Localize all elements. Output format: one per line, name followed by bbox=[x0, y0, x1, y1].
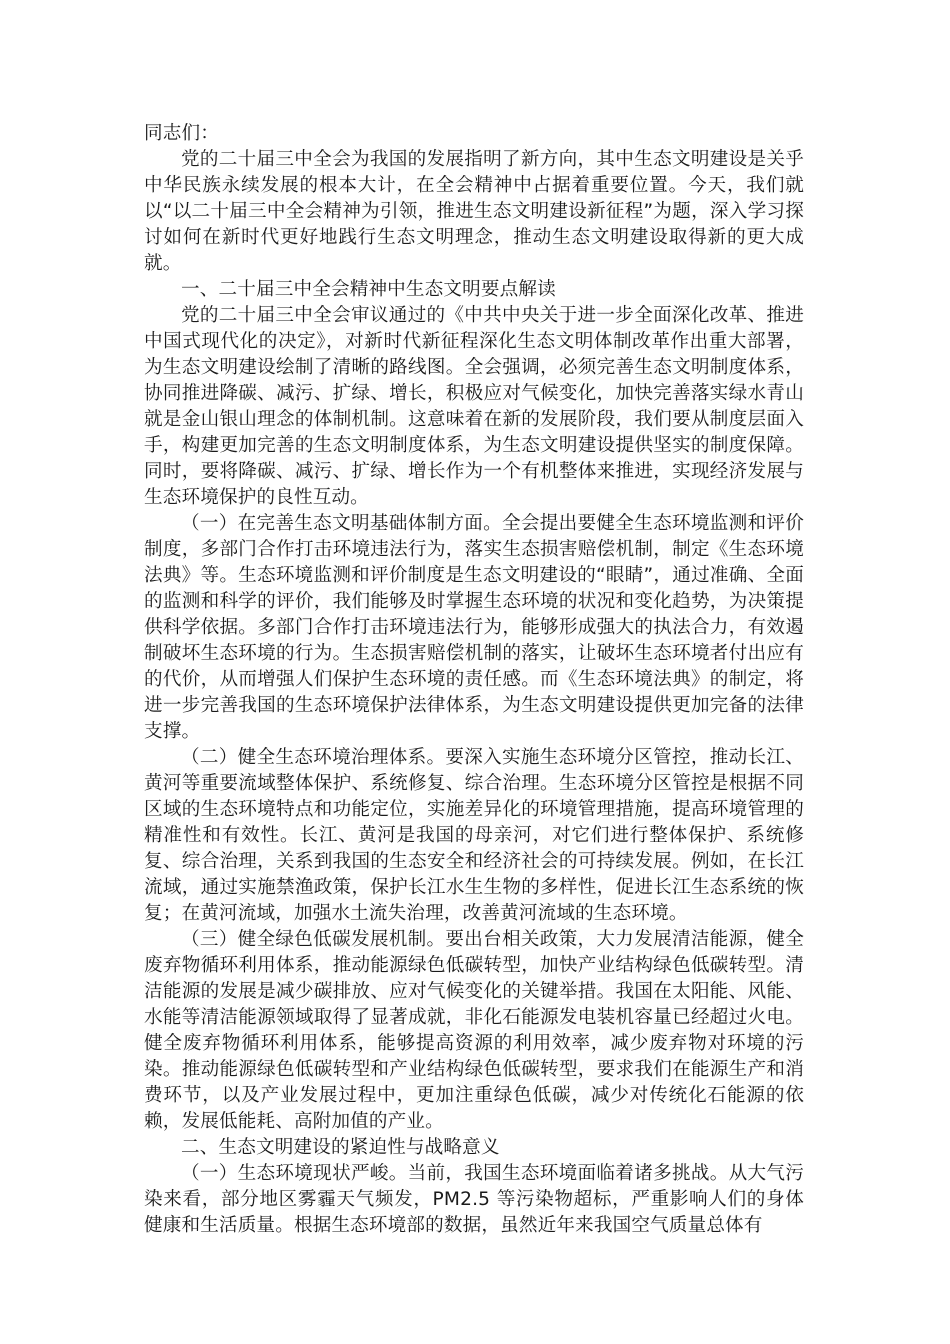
paragraph: （一）在完善生态文明基础体制方面。全会提出要健全生态环境监测和评价制度，多部门合作打击环境违法行为，落实生态损害赔偿机制，制定《生态环境法典》等。生态环境监测和评价制度是生态文明建设的“眼睛”，通过准确、全面的监测和科学的评价，我们能够及时掌握生态环境的状况和变化趋势，为决策提供科学依据。多部门合作打击环境违法行为，能够形成强大的执法合力，有效遏制破坏生态环境的行为。生态损害赔偿机制的落实，让破坏生态环境者付出应有的代价，从而增强人们保护生态环境的责任感。而《生态环境法典》的制定，将进一步完善我国的生态环境保护法律体系，为生态文明建设提供更加完备的法律支撑。 bbox=[144, 513, 804, 742]
section-heading-1: 一、二十届三中全会精神中生态文明要点解读 bbox=[181, 279, 556, 300]
paragraph: （三）健全绿色低碳发展机制。要出台相关政策，大力发展清洁能源，健全废弃物循环利用体系，推动能源绿色低碳转型，加快产业结构绿色低碳转型。清洁能源的发展是减少碳排放、应对气候变化的关键举措。我国在太阳能、风能、水能等清洁能源领域取得了显著成就，非化石能源发电装机容量已经超过火电。健全废弃物循环利用体系，能够提高资源的利用效率，减少废弃物对环境的污染。推动能源绿色低碳转型和产业结构绿色低碳转型，要求我们在能源生产和消费环节，以及产业发展过程中，更加注重绿色低碳，减少对传统化石能源的依赖，发展低能耗、高附加值的产业。 bbox=[144, 929, 804, 1132]
section-heading-2: 二、生态文明建设的紧迫性与战略意义 bbox=[181, 1137, 500, 1158]
paragraph: （二）健全生态环境治理体系。要深入实施生态环境分区管控，推动长江、黄河等重要流域整体保护、系统修复、综合治理。生态环境分区管控是根据不同区域的生态环境特点和功能定位，实施差异化的环境管理措施，提高环境管理的精准性和有效性。长江、黄河是我国的母亲河，对它们进行整体保护、系统修复、综合治理，关系到我国的生态安全和经济社会的可持续发展。例如，在长江流域，通过实施禁渔政策，保护长江水生生物的多样性，促进长江生态系统的恢复；在黄河流域，加强水土流失治理，改善黄河流域的生态环境。 bbox=[144, 747, 804, 924]
document-body bbox=[144, 121, 804, 1239]
paragraph-intro: 党的二十届三中全会为我国的发展指明了新方向，其中生态文明建设是关乎中华民族永续发展的根本大计，在全会精神中占据着重要位置。今天，我们就以“以二十届三中全会精神为引领，推进生态文明建设新征程”为题，深入学习探讨如何在新时代更好地践行生态文明理念，推动生态文明建设取得新的更大成就。 bbox=[144, 149, 804, 274]
paragraph: 党的二十届三中全会审议通过的《中共中央关于进一步全面深化改革、推进中国式现代化的决定》，对新时代新征程深化生态文明体制改革作出重大部署，为生态文明建设绘制了清晰的路线图。全会强调，必须完善生态文明制度体系，协同推进降碳、减污、扩绿、增长，积极应对气候变化，加快完善落实绿水青山就是金山银山理念的体制机制。这意味着在新的发展阶段，我们要从制度层面入手，构建更加完善的生态文明制度体系，为生态文明建设提供坚实的制度保障。同时，要将降碳、减污、扩绿、增长作为一个有机整体来推进，实现经济发展与生态环境保护的良性互动。 bbox=[144, 305, 804, 508]
salutation: 同志们： bbox=[144, 123, 219, 144]
paragraph: （一）生态环境现状严峻。当前，我国生态环境面临着诸多挑战。从大气污染来看，部分地区雾霾天气频发，PM2.5 等污染物超标，严重影响人们的身体健康和生活质量。根据生态环境部的数据，虽然近年来我国空气质量总体有 bbox=[144, 1163, 804, 1236]
